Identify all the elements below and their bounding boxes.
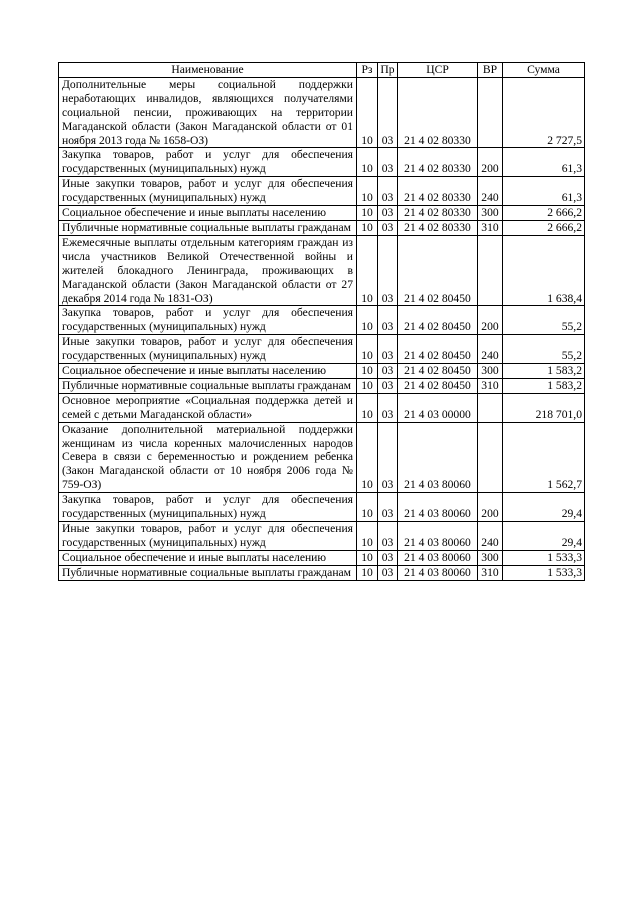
cell-sum: 218 701,0 — [503, 393, 585, 422]
cell-sum: 55,2 — [503, 335, 585, 364]
cell-csr: 21 4 02 80450 — [398, 364, 478, 379]
table-body — [59, 77, 585, 580]
cell-sum: 1 533,3 — [503, 550, 585, 565]
cell-vr: 310 — [478, 220, 503, 235]
cell-vr — [478, 422, 503, 493]
table-row — [59, 393, 585, 422]
cell-rz: 10 — [357, 393, 378, 422]
cell-csr: 21 4 03 80060 — [398, 522, 478, 551]
cell-name: Публичные нормативные социальные выплаты гражданам — [59, 378, 357, 393]
cell-pr: 03 — [378, 306, 398, 335]
cell-vr: 310 — [478, 378, 503, 393]
cell-csr: 21 4 03 80060 — [398, 565, 478, 580]
cell-rz: 10 — [357, 364, 378, 379]
cell-vr — [478, 235, 503, 306]
cell-pr: 03 — [378, 148, 398, 177]
cell-rz: 10 — [357, 220, 378, 235]
cell-pr: 03 — [378, 206, 398, 221]
cell-csr: 21 4 03 80060 — [398, 550, 478, 565]
cell-rz: 10 — [357, 77, 378, 148]
header-name: Наименование — [59, 63, 357, 78]
header-row — [59, 63, 585, 78]
cell-name: Оказание дополнительной материальной поддержки женщинам из числа коренных малочисленных народов Севера в связи с беременностью и рождением ребенка (Закон Магаданской области от 10 ноября 2006 года № 759-ОЗ) — [59, 422, 357, 493]
cell-pr: 03 — [378, 77, 398, 148]
cell-vr: 300 — [478, 364, 503, 379]
cell-pr: 03 — [378, 493, 398, 522]
cell-name: Закупка товаров, работ и услуг для обеспечения государственных (муниципальных) нужд — [59, 148, 357, 177]
cell-csr: 21 4 02 80330 — [398, 77, 478, 148]
table-row — [59, 206, 585, 221]
table-row — [59, 148, 585, 177]
cell-name: Социальное обеспечение и иные выплаты населению — [59, 364, 357, 379]
cell-sum: 1 583,2 — [503, 378, 585, 393]
table-row — [59, 565, 585, 580]
cell-rz: 10 — [357, 493, 378, 522]
cell-vr: 200 — [478, 493, 503, 522]
cell-csr: 21 4 03 00000 — [398, 393, 478, 422]
header-sum: Сумма — [503, 63, 585, 78]
cell-sum: 1 533,3 — [503, 565, 585, 580]
cell-csr: 21 4 02 80330 — [398, 206, 478, 221]
cell-name: Иные закупки товаров, работ и услуг для обеспечения государственных (муниципальных) нужд — [59, 177, 357, 206]
cell-name: Иные закупки товаров, работ и услуг для обеспечения государственных (муниципальных) нужд — [59, 335, 357, 364]
cell-sum: 61,3 — [503, 177, 585, 206]
table-row — [59, 550, 585, 565]
cell-csr: 21 4 02 80450 — [398, 306, 478, 335]
cell-csr: 21 4 02 80330 — [398, 148, 478, 177]
cell-pr: 03 — [378, 220, 398, 235]
cell-sum: 55,2 — [503, 306, 585, 335]
cell-rz: 10 — [357, 378, 378, 393]
table-header — [59, 63, 585, 78]
cell-rz: 10 — [357, 306, 378, 335]
cell-pr: 03 — [378, 378, 398, 393]
cell-vr: 240 — [478, 522, 503, 551]
cell-pr: 03 — [378, 422, 398, 493]
cell-sum: 1 638,4 — [503, 235, 585, 306]
cell-rz: 10 — [357, 235, 378, 306]
cell-name: Публичные нормативные социальные выплаты гражданам — [59, 220, 357, 235]
cell-sum: 2 666,2 — [503, 206, 585, 221]
cell-csr: 21 4 03 80060 — [398, 422, 478, 493]
header-rz: Рз — [357, 63, 378, 78]
header-csr: ЦСР — [398, 63, 478, 78]
cell-pr: 03 — [378, 565, 398, 580]
table-row — [59, 235, 585, 306]
table-row — [59, 493, 585, 522]
cell-sum: 29,4 — [503, 493, 585, 522]
header-vr: ВР — [478, 63, 503, 78]
cell-sum: 2 727,5 — [503, 77, 585, 148]
cell-csr: 21 4 02 80450 — [398, 335, 478, 364]
cell-name: Публичные нормативные социальные выплаты гражданам — [59, 565, 357, 580]
cell-sum: 1 562,7 — [503, 422, 585, 493]
cell-name: Социальное обеспечение и иные выплаты населению — [59, 206, 357, 221]
cell-name: Закупка товаров, работ и услуг для обеспечения государственных (муниципальных) нужд — [59, 306, 357, 335]
cell-sum: 29,4 — [503, 522, 585, 551]
cell-csr: 21 4 03 80060 — [398, 493, 478, 522]
table-row — [59, 378, 585, 393]
cell-pr: 03 — [378, 550, 398, 565]
cell-vr: 200 — [478, 306, 503, 335]
cell-pr: 03 — [378, 177, 398, 206]
table-row — [59, 220, 585, 235]
cell-name: Основное мероприятие «Социальная поддержка детей и семей с детьми Магаданской области» — [59, 393, 357, 422]
cell-name: Ежемесячные выплаты отдельным категориям граждан из числа участников Великой Отечественной войны и жителей блокадного Ленинграда, проживающих в Магаданской области (Закон Магаданской области от 27 декабря 2014 года № 1831-ОЗ) — [59, 235, 357, 306]
cell-csr: 21 4 02 80330 — [398, 220, 478, 235]
cell-sum: 61,3 — [503, 148, 585, 177]
cell-pr: 03 — [378, 235, 398, 306]
cell-pr: 03 — [378, 522, 398, 551]
cell-rz: 10 — [357, 550, 378, 565]
cell-pr: 03 — [378, 393, 398, 422]
table-row — [59, 77, 585, 148]
cell-csr: 21 4 02 80450 — [398, 235, 478, 306]
cell-rz: 10 — [357, 177, 378, 206]
budget-table — [58, 62, 585, 581]
table-row — [59, 177, 585, 206]
header-pr: Пр — [378, 63, 398, 78]
cell-vr: 240 — [478, 335, 503, 364]
cell-vr: 300 — [478, 206, 503, 221]
cell-sum: 2 666,2 — [503, 220, 585, 235]
table-row — [59, 522, 585, 551]
table-row — [59, 364, 585, 379]
cell-csr: 21 4 02 80330 — [398, 177, 478, 206]
cell-vr — [478, 393, 503, 422]
table-row — [59, 422, 585, 493]
cell-csr: 21 4 02 80450 — [398, 378, 478, 393]
cell-name: Иные закупки товаров, работ и услуг для обеспечения государственных (муниципальных) нужд — [59, 522, 357, 551]
cell-pr: 03 — [378, 364, 398, 379]
cell-name: Дополнительные меры социальной поддержки неработающих инвалидов, являющихся получателями социальной пенсии, проживающих на территории Магаданской области (Закон Магаданской области от 01 ноября 2013 года № 1658-ОЗ) — [59, 77, 357, 148]
cell-rz: 10 — [357, 335, 378, 364]
cell-rz: 10 — [357, 565, 378, 580]
cell-name: Закупка товаров, работ и услуг для обеспечения государственных (муниципальных) нужд — [59, 493, 357, 522]
cell-vr: 240 — [478, 177, 503, 206]
table-row — [59, 306, 585, 335]
cell-name: Социальное обеспечение и иные выплаты населению — [59, 550, 357, 565]
table-row — [59, 335, 585, 364]
cell-rz: 10 — [357, 206, 378, 221]
cell-rz: 10 — [357, 422, 378, 493]
cell-rz: 10 — [357, 148, 378, 177]
cell-pr: 03 — [378, 335, 398, 364]
cell-vr: 310 — [478, 565, 503, 580]
cell-vr: 300 — [478, 550, 503, 565]
cell-sum: 1 583,2 — [503, 364, 585, 379]
cell-rz: 10 — [357, 522, 378, 551]
cell-vr: 200 — [478, 148, 503, 177]
cell-vr — [478, 77, 503, 148]
